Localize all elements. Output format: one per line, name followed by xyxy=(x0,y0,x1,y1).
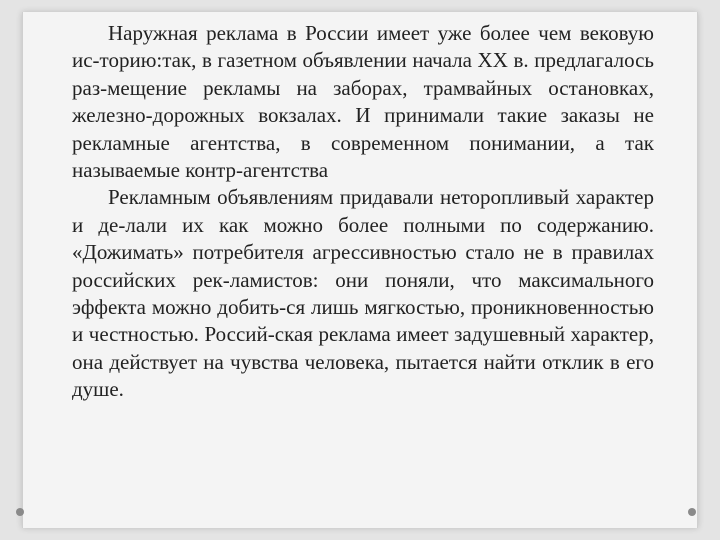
slide-text xyxy=(72,20,654,404)
bottom-left-dot xyxy=(16,508,24,516)
bottom-right-dot xyxy=(688,508,696,516)
left-border-line xyxy=(22,12,23,528)
paragraph-advertising-style: Рекламным объявлениям придавали неторопливый характер и де-лали их как можно более полными по содержанию. «Дожимать» потребителя агрессивностью стало не в правилах российских рек-ламистов: они поняли, что максимального эффекта можно добить-ся лишь мягкостью, проникновенностью и честностью. Россий-ская реклама имеет задушевный характер, она действует на чувства человека, пытается найти отклик в его душе. xyxy=(72,185,654,402)
right-border-line xyxy=(697,12,698,528)
paragraph-outdoor-advertising: Наружная реклама в России имеет уже более чем вековую ис-торию:так, в газетном объявлении начала XX в. предлагалось раз-мещение рекламы на заборах, трамвайных остановках, железно-дорожных вокзалах. И принимали такие заказы не рекламные агентства, в современном понимании, а так называемые контр-агентства xyxy=(72,21,654,183)
